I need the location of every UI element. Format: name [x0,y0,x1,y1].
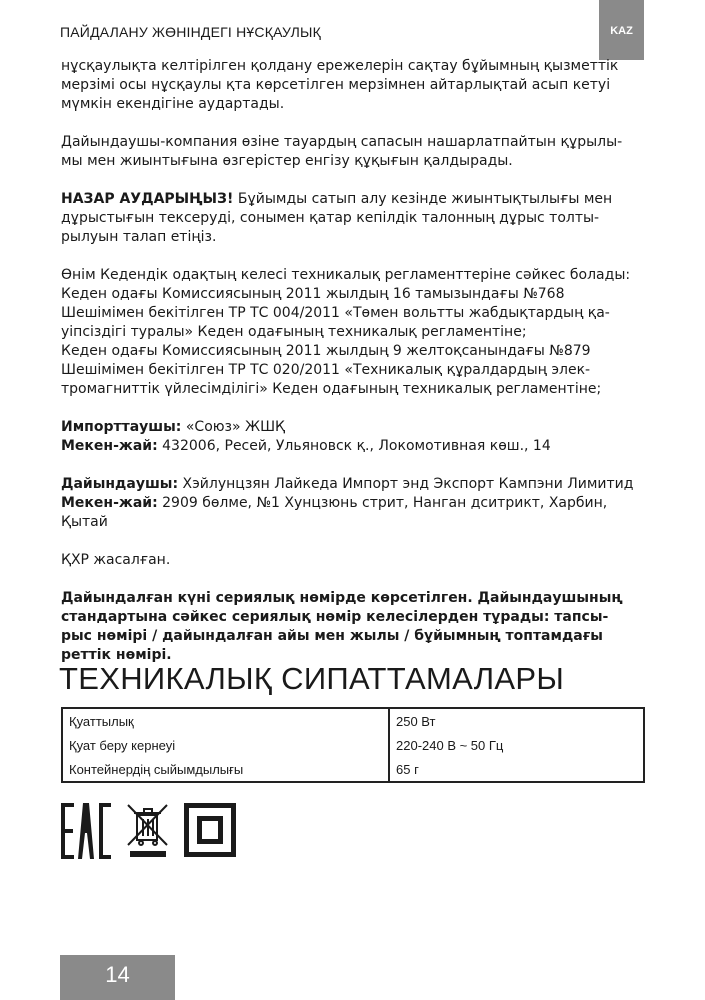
spec-value: 220-240 В ~ 50 Гц [396,737,504,753]
text-line [61,418,645,437]
manufacturer-value: Хэйлунцзян Лайкеда Импорт энд Экспорт Кампэни Лимитид [178,476,634,492]
importer-address-label: Мекен-жай: [61,438,158,454]
importer-address-value: 432006, Ресей, Ульяновск қ., Локомотивная көш., 14 [157,438,551,454]
text-line [61,437,645,456]
manufacturer-address-label: Мекен-жай: [61,495,158,511]
text-line: дұрыстығын тексеруді, сонымен қатар кепілдік талонның дұрыс толты- [61,210,600,226]
text-line: мы мен жиынтығына өзгерістер енгізу құқығын қалдырады. [61,153,513,169]
text-line: уіпсіздігі туралы» Кеден одағының техникалық регламентіне; [61,324,527,340]
paragraph-regulations [61,266,645,399]
text-line: Шешімімен бекітілген ТР ТС 020/2011 «Техникалық құралдардың элек- [61,362,591,378]
text-line: нұсқаулықта келтірілген қолдану ережелерін сақтау бұйымның қызметтік [61,58,619,74]
paragraph-manufacturer [61,475,645,532]
body-text [61,57,645,684]
text-line [61,475,645,494]
text-line: рылуын талап етіңіз. [61,229,217,245]
text-line: тромагниттік үйлесімділігі» Кеден одағының техникалық регламентіне; [61,381,602,397]
text-line: Кеден одағы Комиссиясының 2011 жылдың 9 желтоқсанындағы №879 [61,343,591,359]
paragraph-importer [61,418,645,456]
page-number: 14 [60,955,175,1000]
spec-value: 65 г [396,761,419,777]
spec-name: Қуат беру кернеуі [62,733,389,757]
importer-label: Импорттаушы: [61,419,182,435]
table-row [62,708,644,733]
specs-title: ТЕХНИКАЛЫҚ СИПАТТАМАЛАРЫ [59,661,565,696]
paragraph-rules-note [61,57,645,114]
text-line: Қытай [61,514,108,530]
manufacturer-address-value: 2909 бөлме, №1 Хунцзюнь стрит, Нанган дситрикт, Харбин, [157,495,608,511]
text-line: ҚХР жасалған. [61,552,171,568]
paragraph-manufacturer-rights [61,133,645,171]
text-line: рыс нөмірі / дайындалған айы мен жылы / бұйымның топтамдағы [61,628,603,644]
spec-name: Қуаттылық [62,708,389,733]
manufacturer-label: Дайындаушы: [61,476,179,492]
text-line: стандартына сәйкес сериялық нөмір келесілерден тұрады: тапсы- [61,609,609,625]
spec-value: 250 Вт [396,713,436,729]
paragraph-attention [61,190,645,247]
paragraph-made-in [61,551,645,570]
importer-value: «Союз» ЖШҚ [181,419,285,435]
table-row [62,733,644,757]
paragraph-production-date [61,589,645,665]
text-line: Дайындалған күні сериялық нөмірде көрсетілген. Дайындаушының [61,590,623,606]
attention-label: НАЗАР АУДАРЫҢЫЗ! [61,191,234,207]
weee-bin-icon [127,803,169,859]
text-line: Шешімімен бекітілген ТР ТС 004/2011 «Төмен вольтты жабдықтардың қа- [61,305,610,321]
table-row [62,757,644,782]
spec-name: Контейнердің сыйымдылығы [62,757,389,782]
text-line: мүмкін екендігіне аудартады. [61,96,285,112]
text-line [61,494,645,513]
text-line: Кеден одағы Комиссиясының 2011 жылдың 16 тамызындағы №768 [61,286,565,302]
specs-table [61,707,645,783]
header-title: ПАЙДАЛАНУ ЖӨНІНДЕГІ НҰСҚАУЛЫҚ [60,24,321,40]
text-line: реттік нөмірі. [61,647,172,663]
text-line: мерзімі осы нұсқаулы қта көрсетілген мерзімнен айтарлықтай асып кетуі [61,77,611,93]
eac-mark-icon [61,803,111,859]
language-badge: KAZ [599,0,644,60]
attention-text: Бұйымды сатып алу кезінде жиынтықтылығы мен [233,191,613,207]
text-line [61,190,645,209]
text-line: Дайындаушы-компания өзіне тауардың сапасын нашарлатпайтын құрылы- [61,134,623,150]
double-insulation-icon [184,803,236,857]
text-line: Өнім Кедендік одақтың келесі техникалық регламенттеріне сәйкес болады: [61,267,631,283]
